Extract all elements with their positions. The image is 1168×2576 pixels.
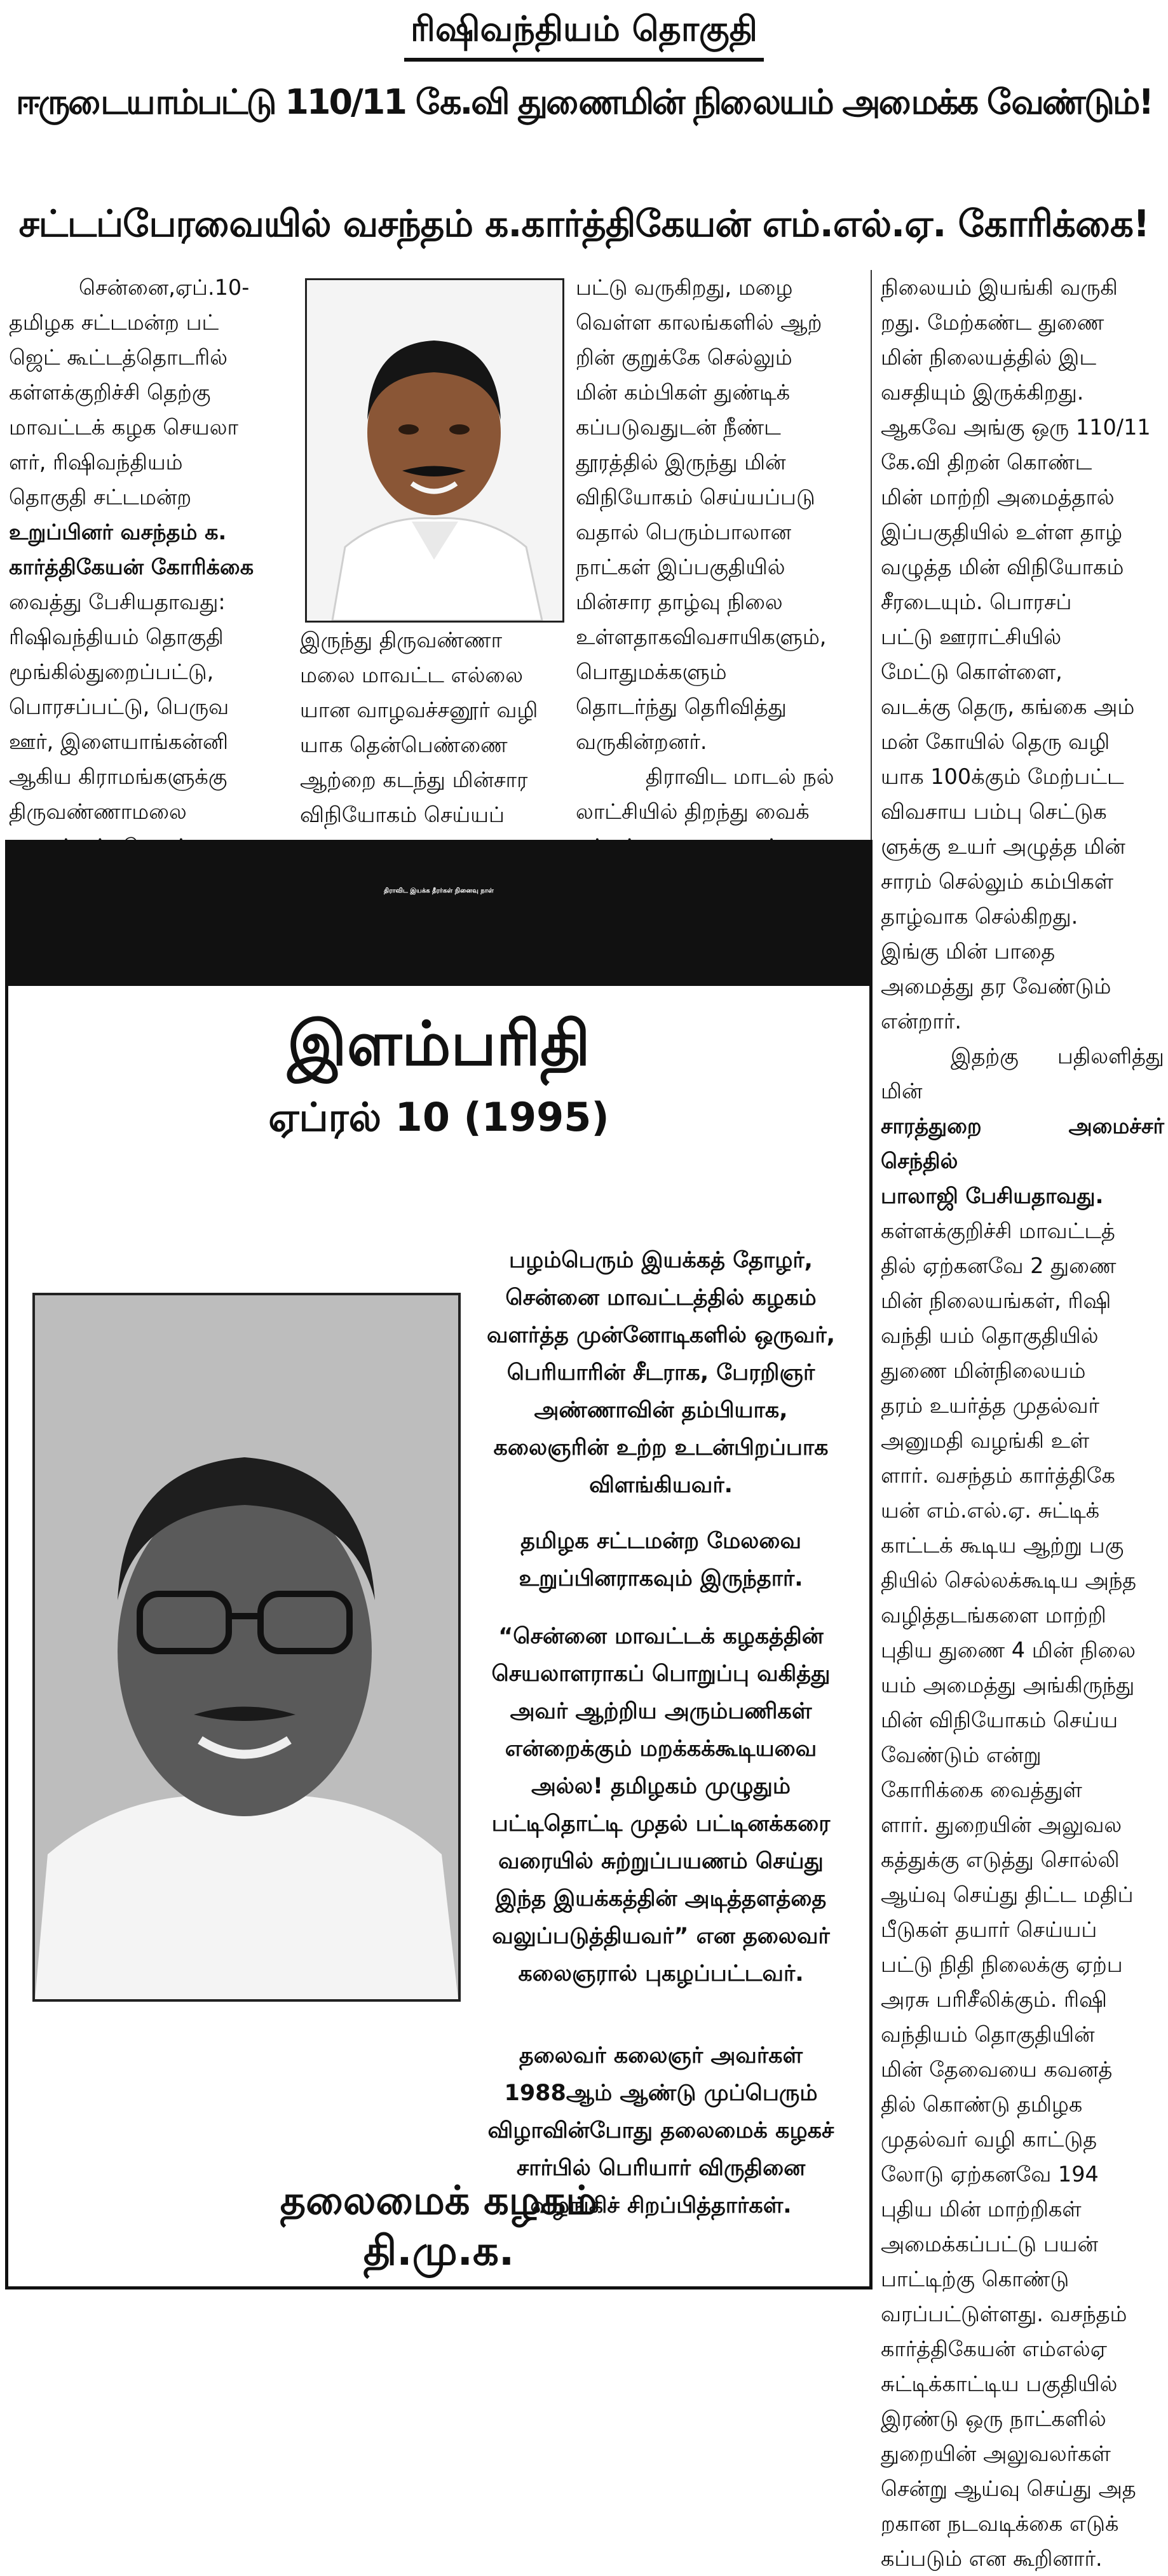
column-4-line: அனுமதி வழங்கி உள்	[881, 1428, 1090, 1453]
column-4-line: கத்துக்கு எடுத்து சொல்லி	[881, 1847, 1120, 1872]
ad-paragraph-line: வழங்கிச் சிறப்பித்தார்கள்.	[530, 2193, 792, 2218]
column-4-line: கார்த்திகேயன் எம்எல்ஏ	[881, 2337, 1107, 2361]
ad-paragraph-line: விளங்கியவர்.	[589, 1473, 733, 1498]
column-4-line: மேட்டு கொள்ளை,	[881, 659, 1063, 684]
ad-quote-line: பட்டிதொட்டி முதல் பட்டினக்கரை	[491, 1811, 831, 1837]
column-4-line: ளார். வசந்தம் கார்த்திகே	[881, 1463, 1115, 1488]
column-4-line: இப்பகுதியில் உள்ள தாழ்	[881, 520, 1123, 544]
column-4-line: கள்ளக்குறிச்சி மாவட்டத்	[881, 1218, 1115, 1243]
column-4-line: வரப்பட்டுள்ளது. வசந்தம்	[881, 2302, 1127, 2326]
ad-paragraph-line: சென்னை மாவட்டத்தில் கழகம்	[505, 1285, 817, 1311]
column-4-line: இங்கு மின் பாதை	[881, 939, 1056, 964]
column-4-line: வழித்தடங்களை மாற்றி	[881, 1603, 1106, 1628]
ad-quote-line: அவர் ஆற்றிய அரும்பணிகள்	[510, 1699, 812, 1724]
ad-paragraph-line: விழாவின்போது தலைமைக் கழகச்	[487, 2118, 834, 2143]
column-3-line: வருகின்றனர்.	[576, 729, 707, 754]
column-1-line: கள்ளக்குறிச்சி தெற்கு	[9, 380, 211, 405]
column-3-line: பட்டு வருகிறது, மழை	[576, 275, 793, 300]
column-3-line: உள்ளதாகவிவசாயிகளும்,	[576, 624, 827, 649]
column-4-line: சீரடையும். பொரசப்	[881, 590, 1072, 614]
column-3-line: தூரத்தில் இருந்து மின்	[576, 450, 786, 475]
mla-portrait-photo	[305, 278, 564, 623]
ad-paragraph-line: உறுப்பினராகவும் இருந்தார்.	[519, 1566, 803, 1591]
ad-footer-org: தலைமைக் கழகம்	[280, 2177, 598, 2223]
column-1-line: தொகுதி சட்டமன்ற	[9, 485, 192, 509]
column-4-line: கே.வி திறன் கொண்ட	[881, 450, 1092, 475]
ad-paragraph-line: கலைஞரின் உற்ற உடன்பிறப்பாக	[493, 1435, 829, 1460]
column-3-line: கப்படுவதுடன் நீண்ட	[576, 415, 781, 440]
ad-quote-line: வரையில் சுற்றுப்பயணம் செய்து	[498, 1849, 824, 1874]
column-4-line: ஆகவே அங்கு ஒரு 110/11	[881, 415, 1151, 440]
column-4-line: வசதியும் இருக்கிறது.	[881, 380, 1084, 405]
column-4-line: சாரத்துறை அமைச்சர் செந்தில்	[881, 1114, 1164, 1173]
column-4-line: வந்தி யம் தொகுதியில்	[881, 1323, 1099, 1348]
column-3-line: வெள்ள காலங்களில் ஆற்	[576, 310, 822, 335]
column-4-line: அரசு பரிசீலிக்கும். ரிஷி	[881, 1987, 1107, 2012]
column-4-line: மன் கோயில் தெரு வழி	[881, 729, 1110, 754]
column-4-line: பட்டு ஊராட்சியில்	[881, 624, 1062, 649]
column-4-line: நிலையம் இயங்கி வருகி	[881, 275, 1118, 300]
column-4-line: ஆய்வு செய்து திட்ட மதிப்	[881, 1882, 1134, 1907]
column-1-line: மாவட்டக் கழக செயலா	[9, 415, 239, 440]
column-1-line: பொரசப்பட்டு, பெருவ	[9, 694, 229, 719]
column-4-line: அமைக்கப்பட்டு பயன்	[881, 2232, 1098, 2256]
column-1-line: ரிஷிவந்தியம் தொகுதி	[9, 624, 224, 649]
column-2-line: விநியோகம் செய்யப்	[300, 802, 505, 827]
ad-person-name: இளம்பரிதி	[287, 1008, 590, 1079]
column-4-line: இதற்கு பதிலளித்து மின்	[881, 1044, 1164, 1103]
ad-band-title: திராவிட இயக்க தீரர்கள் நினைவு நாள்	[384, 887, 494, 894]
column-4-line: மின் நிலையங்கள், ரிஷி	[881, 1288, 1111, 1313]
column-3-line: றின் குறுக்கே செல்லும்	[576, 345, 792, 370]
column-1-line: உறுப்பினர் வசந்தம் க.	[9, 520, 227, 544]
ad-portrait-illustration	[35, 1295, 458, 1999]
column-4-line: என்றார்.	[881, 1009, 962, 1034]
ad-paragraph-line: வளர்த்த முன்னோடிகளில் ஒருவர்,	[486, 1323, 836, 1348]
column-4-line: விவசாய பம்பு செட்டுக	[881, 799, 1107, 824]
ad-quote-line: “சென்னை மாவட்டக் கழகத்தின்	[498, 1624, 824, 1649]
article-column-2	[300, 623, 566, 832]
column-2-line: இருந்து திருவண்ணா	[300, 628, 503, 652]
column-4-line: பீடுகள் தயார் செய்யப்	[881, 1917, 1097, 1942]
column-1-line: மூங்கில்துறைப்பட்டு,	[9, 659, 214, 684]
ad-quote-line: என்றைக்கும் மறக்கக்கூடியவை	[505, 1736, 817, 1762]
ad-quote-line: இந்த இயக்கத்தின் அடித்தளத்தை	[495, 1886, 827, 1912]
column-1-line: ஊர், இளையாங்கன்னி	[9, 729, 229, 754]
column-1-line: வைத்து பேசியதாவது:	[9, 590, 226, 614]
kicker-text: ரிஷிவந்தியம் தொகுதி	[404, 9, 764, 62]
column-4-line: யாக 100க்கும் மேற்பட்ட	[881, 764, 1124, 789]
column-4-line: துணை மின்நிலையம்	[881, 1358, 1086, 1383]
portrait-illustration	[307, 280, 562, 621]
column-4-line: வடக்கு தெரு, கங்கை அம்	[881, 694, 1135, 719]
column-2-line: மலை மாவட்ட எல்லை	[300, 663, 524, 687]
ad-paragraph-line: பழம்பெரும் இயக்கத் தோழர்,	[509, 1248, 813, 1273]
column-3-line: நாட்கள் இப்பகுதியில்	[576, 555, 785, 579]
column-3-line: வதால் பெரும்பாலான	[576, 520, 792, 544]
ad-paragraph-line: பெரியாரின் சீடராக, பேரறிஞர்	[506, 1360, 815, 1386]
column-1-line: ஜெட் கூட்டத்தொடரில்	[9, 345, 228, 370]
column-4-line: துறையின் அலுவலர்கள்	[881, 2441, 1111, 2466]
column-4-line: கோரிக்கை வைத்துள்	[881, 1777, 1082, 1802]
column-4-line: மின் மாற்றி அமைத்தால்	[881, 485, 1115, 509]
column-4-line: யம் அமைத்து அங்கிருந்து	[881, 1673, 1135, 1697]
column-4-line: யன் எம்.எல்.ஏ. சுட்டிக்	[881, 1498, 1100, 1523]
headline: ஈருடையாம்பட்டு 110/11 கே.வி துணைமின் நிலையம் அமைக்க வேண்டும்!	[16, 82, 1152, 122]
column-1-line: திருவண்ணாமலை	[9, 799, 187, 824]
ad-footer-party: தி.மு.க.	[363, 2228, 515, 2275]
column-4-line: தில் ஏற்கனவே 2 துணை	[881, 1253, 1117, 1278]
kicker	[0, 9, 1168, 62]
column-1-line: தமிழக சட்டமன்ற பட்	[9, 310, 219, 335]
article-column-4	[881, 270, 1164, 2576]
column-3-line: திராவிட மாடல் நல்	[646, 764, 834, 789]
ad-quote-line: கலைஞரால் புகழப்பட்டவர்.	[518, 1961, 804, 1986]
column-3-line: பொதுமக்களும்	[576, 659, 727, 684]
column-4-line: வந்தியம் தொகுதியின்	[881, 2022, 1095, 2047]
ad-paragraph-line: தலைவர் கலைஞர் அவர்கள்	[519, 2043, 803, 2068]
column-4-line: வேண்டும் என்று	[881, 1743, 1042, 1767]
column-4-line: பாட்டிற்கு கொண்டு	[881, 2267, 1070, 2291]
column-4-line: அமைத்து தர வேண்டும்	[881, 974, 1111, 999]
column-2-line: யாக தென்பெண்ணை	[300, 732, 508, 757]
column-3-line: மின் கம்பிகள் துண்டிக்	[576, 380, 791, 405]
column-4-line: இரண்டு ஒரு நாட்களில்	[881, 2406, 1106, 2431]
column-4-line: தில் கொண்டு தமிழக	[881, 2092, 1083, 2117]
column-3-line: லாட்சியில் திறந்து வைக்	[576, 799, 810, 824]
column-1-line: சென்னை,ஏப்.10-	[79, 275, 250, 300]
column-3-line: விநியோகம் செய்யப்படு	[576, 485, 815, 509]
column-4-line: முதல்வர் வழி காட்டுத	[881, 2127, 1097, 2152]
ad-quote-line: வலுப்படுத்தியவர்” என தலைவர்	[492, 1924, 830, 1949]
column-4-line: தியில் செல்லக்கூடிய அந்த	[881, 1568, 1137, 1593]
column-4-line: காட்டக் கூடிய ஆற்று பகு	[881, 1533, 1124, 1558]
column-1-line: கார்த்திகேயன் கோரிக்கை	[9, 555, 254, 579]
ad-paragraph-line: தமிழக சட்டமன்ற மேலவை	[520, 1528, 801, 1554]
column-4-line: சாரம் செல்லும் கம்பிகள்	[881, 869, 1114, 894]
column-4-line: ளார். துறையின் அலுவல	[881, 1812, 1122, 1837]
ad-tribute-paragraph-2	[467, 1523, 855, 1598]
column-1-line: ளர், ரிஷிவந்தியம்	[9, 450, 183, 475]
article-column-3	[576, 270, 858, 899]
column-4-line: றகான நடவடிக்கை எடுக்	[881, 2511, 1119, 2536]
column-4-line: மின் நிலையத்தில் இட	[881, 345, 1097, 370]
ad-quote-line: செயலாளராகப் பொறுப்பு வகித்து	[491, 1661, 831, 1687]
column-2-line: யான வாழவச்சனூர் வழி	[300, 698, 538, 722]
column-4-line: சென்று ஆய்வு செய்து அத	[881, 2476, 1136, 2501]
column-4-line: சுட்டிக்காட்டிய பகுதியில்	[881, 2371, 1118, 2396]
ad-title-band	[8, 843, 869, 986]
article-column-1	[9, 270, 289, 899]
column-4-line: வழுத்த மின் விநியோகம்	[881, 555, 1124, 579]
column-4-line: றது. மேற்கண்ட துணை	[881, 310, 1104, 335]
column-4-line: ளுக்கு உயர் அழுத்த மின்	[881, 834, 1125, 859]
subheadline: சட்டப்பேரவையில் வசந்தம் க.கார்த்திகேயன் எம்.எல்.ஏ. கோரிக்கை!	[18, 202, 1150, 245]
column-4-line: கப்படும் என கூறினார்.	[881, 2546, 1103, 2571]
ad-paragraph-line: 1988ஆம் ஆண்டு முப்பெரும்	[504, 2080, 818, 2106]
column-3-line: மின்சார தாழ்வு நிலை	[576, 590, 783, 614]
column-4-line: தரம் உயர்த்த முதல்வர்	[881, 1393, 1100, 1418]
ad-memorial-date: ஏப்ரல் 10 (1995)	[268, 1094, 609, 1140]
column-4-line: தாழ்வாக செல்கிறது.	[881, 904, 1078, 929]
ad-portrait-photo	[32, 1293, 461, 2002]
column-4-line: பாலாஜி பேசியதாவது.	[881, 1183, 1104, 1208]
column-4-line: லோடு ஏற்கனவே 194	[881, 2162, 1099, 2187]
column-4-line: மின் தேவையை கவனத்	[881, 2057, 1113, 2082]
ad-paragraph-line: சார்பில் பெரியார் விருதினை	[516, 2155, 806, 2181]
ad-paragraph-line: அண்ணாவின் தம்பியாக,	[534, 1398, 788, 1423]
column-2-line: ஆற்றை கடந்து மின்சார	[300, 767, 528, 792]
column-4-line: புதிய மின் மாற்றிகள்	[881, 2197, 1082, 2222]
memorial-advertisement	[5, 840, 873, 2289]
column-1-line: ஆகிய கிராமங்களுக்கு	[9, 764, 227, 789]
ad-tribute-quote	[467, 1618, 855, 1993]
ad-quote-line: அல்ல! தமிழகம் முழுதும்	[531, 1774, 791, 1799]
column-3-line: தொடர்ந்து தெரிவித்து	[576, 694, 787, 719]
ad-tribute-paragraph-1	[467, 1242, 855, 1504]
column-4-line: புதிய துணை 4 மின் நிலை	[881, 1638, 1136, 1662]
column-4-line: பட்டு நிதி நிலைக்கு ஏற்ப	[881, 1952, 1123, 1977]
column-4-line: மின் விநியோகம் செய்ய	[881, 1708, 1118, 1732]
